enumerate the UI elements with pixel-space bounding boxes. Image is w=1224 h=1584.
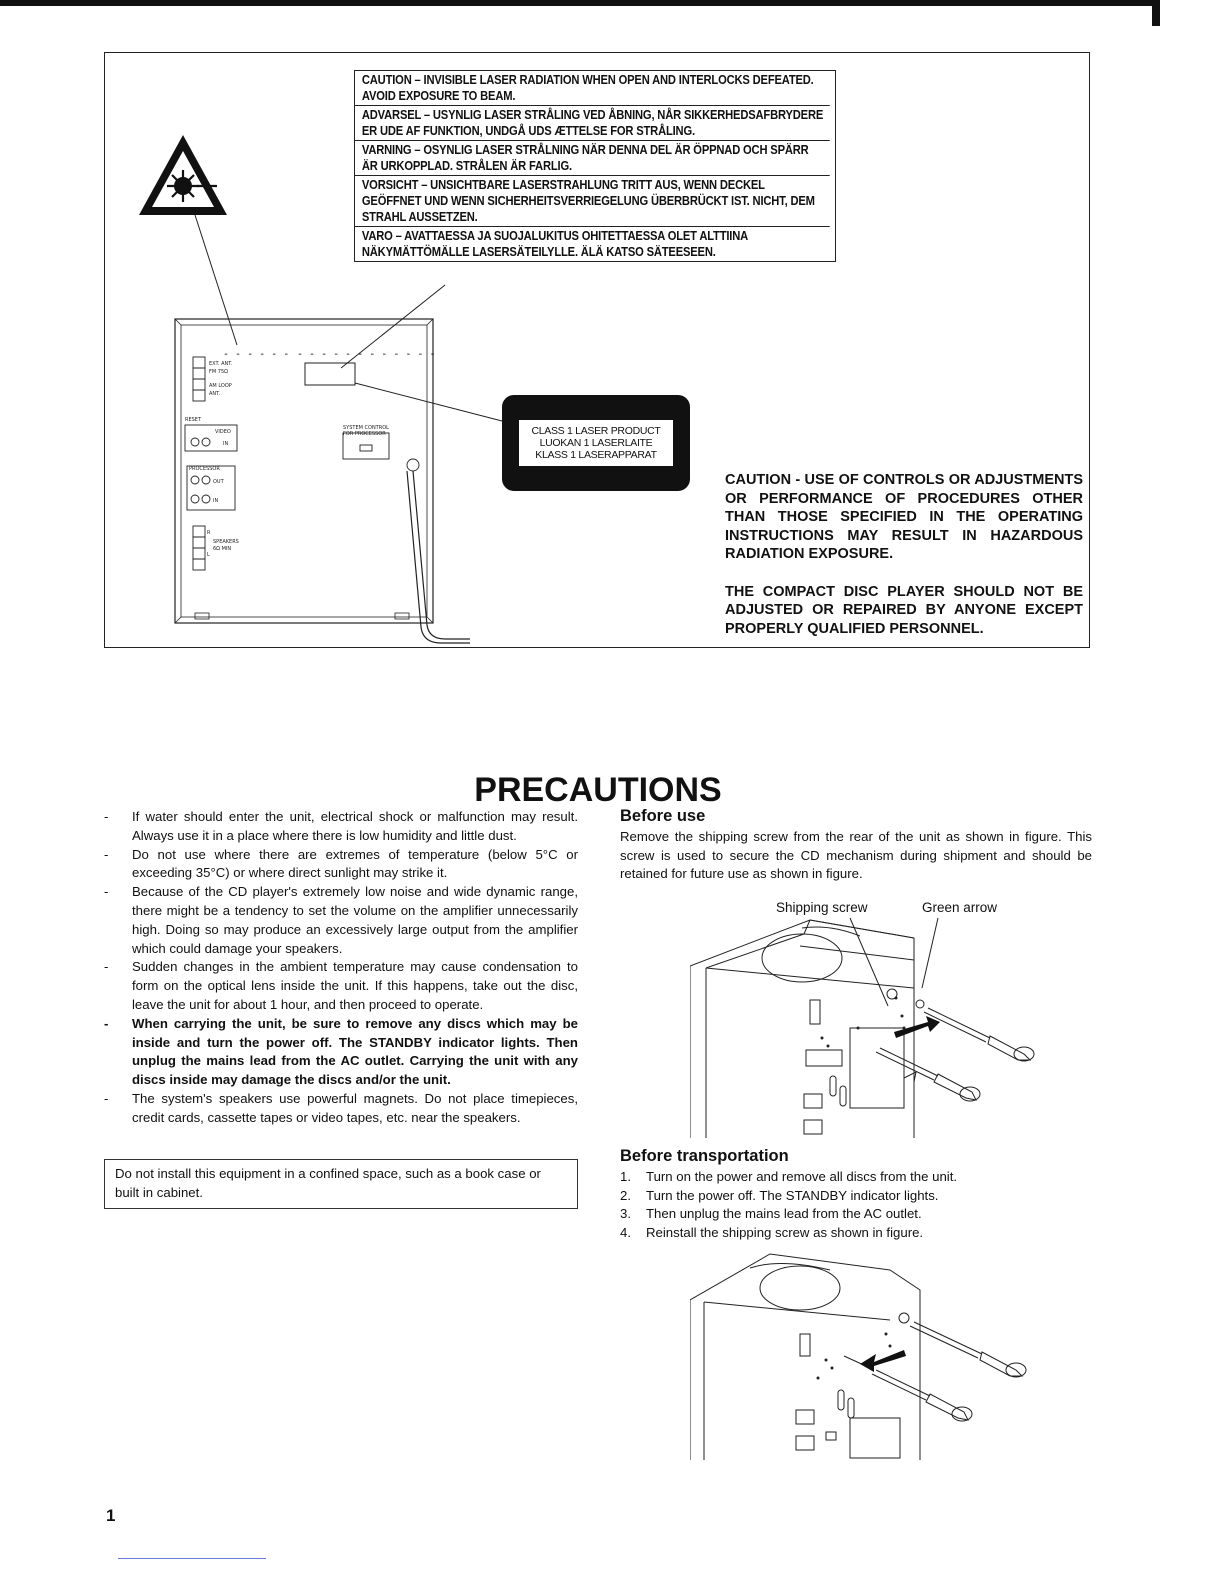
before-transport-heading: Before transportation: [620, 1147, 789, 1165]
top-rule: [0, 0, 1160, 6]
laser-warning-table: [354, 70, 836, 262]
list-item: - Do not use where there are extremes of temperature (below 5°C or exceeding 35°C) or where direct sunlight may strike it.: [104, 846, 578, 881]
label-fm: FM 75Ω: [209, 369, 228, 375]
label-system-control: SYSTEM CONTROL: [343, 425, 389, 431]
laser-hazard-icon: [139, 135, 227, 215]
label-video: VIDEO: [215, 429, 231, 435]
transport-steps: [620, 1168, 1092, 1243]
shipping-screw-removal-figure: [690, 898, 1050, 1142]
before-use-section: [620, 807, 1092, 884]
label-proc-in: IN: [213, 498, 219, 504]
warning-fi: VARO – AVATTAESSA JA SUOJALUKITUS OHITETTAESSA OLET ALTTIINA NÄKYMÄTTÖMÄLLE LASERSÄTEILYLLE. ÄLÄ KATSO SÄTEESEEN.: [361, 228, 748, 259]
page-number: 1: [106, 1506, 116, 1525]
before-use-heading: Before use: [620, 807, 706, 825]
label-ant: ANT.: [209, 391, 221, 397]
caution-controls: CAUTION - USE OF CONTROLS OR ADJUSTMENTS OR PERFORMANCE OF PROCEDURES OTHER THAN THOSE SPECIFIED IN THE OPERATING INSTRUCTIONS MAY RESULT IN HAZARDOUS RADIATION EXPOSURE.: [725, 472, 1083, 562]
label-ohm: 6Ω MIN: [213, 546, 232, 552]
precautions-list: [104, 808, 578, 1128]
label-green-arrow: Green arrow: [922, 900, 998, 915]
warning-de: VORSICHT – UNSICHTBARE LASERSTRAHLUNG TRITT AUS, WENN DECKEL GEÖFFNET UND WENN SICHERHEITSVERRIEGELUNG ÜBERBRÜCKT IST. NICHT, DEM STRAHL AUSSETZEN.: [355, 176, 829, 227]
label-in: IN: [223, 441, 229, 447]
caution-repair: THE COMPACT DISC PLAYER SHOULD NOT BE ADJUSTED OR REPAIRED BY ANYONE EXCEPT PROPERLY QUALIFIED PERSONNEL.: [725, 583, 1083, 637]
label-reset: RESET: [185, 417, 202, 423]
label-am-loop: AM LOOP: [209, 383, 232, 389]
laser-label-line: LUOKAN 1 LASERLAITE: [539, 437, 653, 449]
label-r: R: [207, 530, 211, 536]
warning-en: CAUTION – INVISIBLE LASER RADIATION WHEN OPEN AND INTERLOCKS DEFEATED. AVOID EXPOSURE TO BEAM.: [355, 71, 829, 106]
laser-label-line: KLASS 1 LASERAPPARAT: [535, 449, 657, 461]
warning-da: ADVARSEL – USYNLIG LASER STRÅLING VED ÅBNING, NÅR SIKKERHEDSAFBRYDERE ER UDE AF FUNKTION, UNDGÅ UDS ÆTTELSE FOR STRÅLING.: [355, 106, 829, 141]
svg-text:- - - - - - - - - - - -: - - - - - - - - - - - -: [297, 349, 436, 360]
list-item: - If water should enter the unit, electrical shock or malfunction may result. Always use it in a place where there is low humidity and little dust.: [104, 809, 578, 843]
list-item: - Because of the CD player's extremely low noise and wide dynamic range, there might be a tendency to set the volume on the amplifier unnecessarily high. Doing so may produce an excessively large output from the amplifier which could damage your speakers.: [104, 884, 578, 956]
list-item: 3. Then unplug the mains lead from the AC outlet.: [620, 1206, 922, 1222]
caution-statements: [725, 471, 1083, 657]
installation-notice: Do not install this equipment in a confined space, such as a book case or built in cabinet.: [104, 1159, 578, 1209]
page-title: PRECAUTIONS: [474, 770, 722, 809]
before-transportation-section: [620, 1147, 1092, 1243]
label-ext-ant: EXT. ANT.: [209, 361, 233, 367]
list-item: 4. Reinstall the shipping screw as shown in figure.: [620, 1225, 924, 1241]
warning-sv: VARNING – OSYNLIG LASER STRÅLNING NÄR DENNA DEL ÄR ÖPPNAD OCH SPÄRR ÄR URKOPPLAD. STRÅLEN ÄR FARLIG.: [355, 141, 829, 176]
before-use-text: Remove the shipping screw from the rear of the unit as shown in figure. This screw is used to secure the CD mechanism during shipment and should be retained for future use as shown in figure.: [620, 828, 1092, 882]
label-l: L: [207, 552, 210, 558]
label-shipping-screw: Shipping screw: [776, 900, 868, 915]
list-item: - Sudden changes in the ambient temperature may cause condensation to form on the optical lens inside the unit. If this happens, take out the disc, leave the unit for about 1 hour, and then proceed to operate.: [104, 959, 578, 1012]
label-speakers: SPEAKERS: [213, 539, 239, 545]
top-rule-tab: [1152, 4, 1160, 26]
list-item: 2. Turn the power off. The STANDBY indicator lights.: [620, 1187, 939, 1203]
list-item: 1. Turn on the power and remove all discs from the unit.: [620, 1168, 958, 1184]
list-item: - When carrying the unit, be sure to remove any discs which may be inside and turn the power off. The STANDBY indicator lights. Then unplug the mains lead from the AC outlet. Carrying the unit with any discs inside may damage the discs and/or the unit.: [104, 1015, 578, 1088]
label-processor: PROCESSOR: [189, 466, 220, 472]
label-for-processor: FOR PROCESSOR: [343, 431, 386, 437]
label-out: OUT: [213, 479, 224, 485]
shipping-screw-reinstall-figure: [690, 1250, 1050, 1462]
precautions-list-section: [104, 808, 578, 1128]
footer-rule: [118, 1558, 266, 1559]
list-item: - The system's speakers use powerful magnets. Do not place timepieces, credit cards, cassette tapes or video tapes, etc. near the speakers.: [104, 1090, 578, 1125]
laser-warning-panel: [104, 52, 1090, 648]
laser-label-line: CLASS 1 LASER PRODUCT: [531, 425, 661, 437]
svg-text:- - - - - -: - - - - - -: [223, 349, 290, 360]
class1-laser-label: [502, 395, 690, 491]
